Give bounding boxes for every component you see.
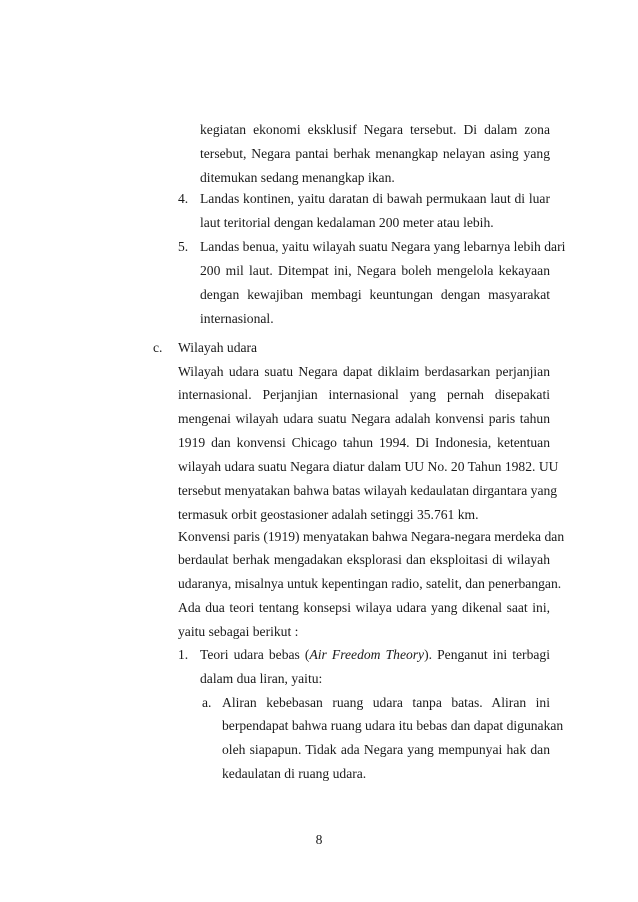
text-line: berpendapat bahwa ruang udara itu bebas dan dapat digunakan: [222, 718, 564, 734]
text-line: laut teritorial dengan kedalaman 200 meter atau lebih.: [200, 214, 494, 230]
text-line: Konvensi paris (1919) menyatakan bahwa Negara-negara merdeka dan: [178, 528, 565, 544]
text-line: internasional. Perjanjian internasional yang pernah disepakati: [178, 387, 550, 403]
text-line: Ada dua teori tentang konsepsi wilaya udara yang dikenal saat ini,: [178, 600, 550, 616]
text-line: 1919 dan konvensi Chicago tahun 1994. Di Indonesia, ketentuan: [178, 435, 550, 451]
text-line: ditemukan sedang menangkap ikan.: [200, 169, 395, 185]
theory-name-italic: Air Freedom Theory: [309, 646, 425, 662]
text-line: udaranya, misalnya untuk kepentingan radio, satelit, dan penerbangan.: [178, 576, 562, 592]
text-line: Wilayah udara suatu Negara dapat diklaim berdasarkan perjanjian: [178, 363, 550, 379]
text-line: wilayah udara suatu Negara diatur dalam UU No. 20 Tahun 1982. UU: [178, 458, 559, 474]
page-number: 8: [315, 832, 323, 847]
list-number: 4.: [178, 190, 189, 206]
text-line: kedaulatan di ruang udara.: [222, 766, 367, 781]
text-line: termasuk orbit geostasioner adalah setinggi 35.761 km.: [178, 506, 479, 522]
text-line: tersebut menyatakan bahwa batas wilayah kedaulatan dirgantara yang: [178, 482, 558, 498]
text-line: mengenai wilayah udara suatu Negara adalah konvensi paris tahun: [178, 411, 550, 427]
theory-text-after: ). Penganut ini terbagi: [424, 646, 550, 662]
text-line: tersebut, Negara pantai berhak menangkap nelayan asing yang: [200, 145, 550, 161]
text-line: oleh siapapun. Tidak ada Negara yang mempunyai hak dan: [222, 742, 550, 758]
text-line: Landas kontinen, yaitu daratan di bawah permukaan laut di luar: [200, 190, 550, 206]
list-number: 1.: [178, 646, 189, 662]
section-marker: c.: [153, 339, 163, 355]
theory-text-before: Teori udara bebas (: [200, 646, 310, 662]
section-title: Wilayah udara: [178, 339, 258, 355]
text-line: 200 mil laut. Ditempat ini, Negara boleh mengelola kekayaan: [200, 263, 550, 279]
text-line: Landas benua, yaitu wilayah suatu Negara yang lebarnya lebih dari: [200, 239, 566, 255]
text-line: dalam dua liran, yaitu:: [200, 670, 323, 686]
list-marker: a.: [202, 694, 212, 710]
list-number: 5.: [178, 239, 189, 255]
text-line: Aliran kebebasan ruang udara tanpa batas. Aliran ini: [222, 694, 550, 710]
text-line: kegiatan ekonomi eksklusif Negara tersebut. Di dalam zona: [200, 122, 550, 137]
text-line: internasional.: [200, 310, 274, 326]
text-line: yaitu sebagai berikut :: [178, 623, 299, 639]
text-line: berdaulat berhak mengadakan eksplorasi dan eksploitasi di wilayah: [178, 552, 550, 568]
text-line: dengan kewajiban membagi keuntungan dengan masyarakat: [200, 287, 550, 303]
